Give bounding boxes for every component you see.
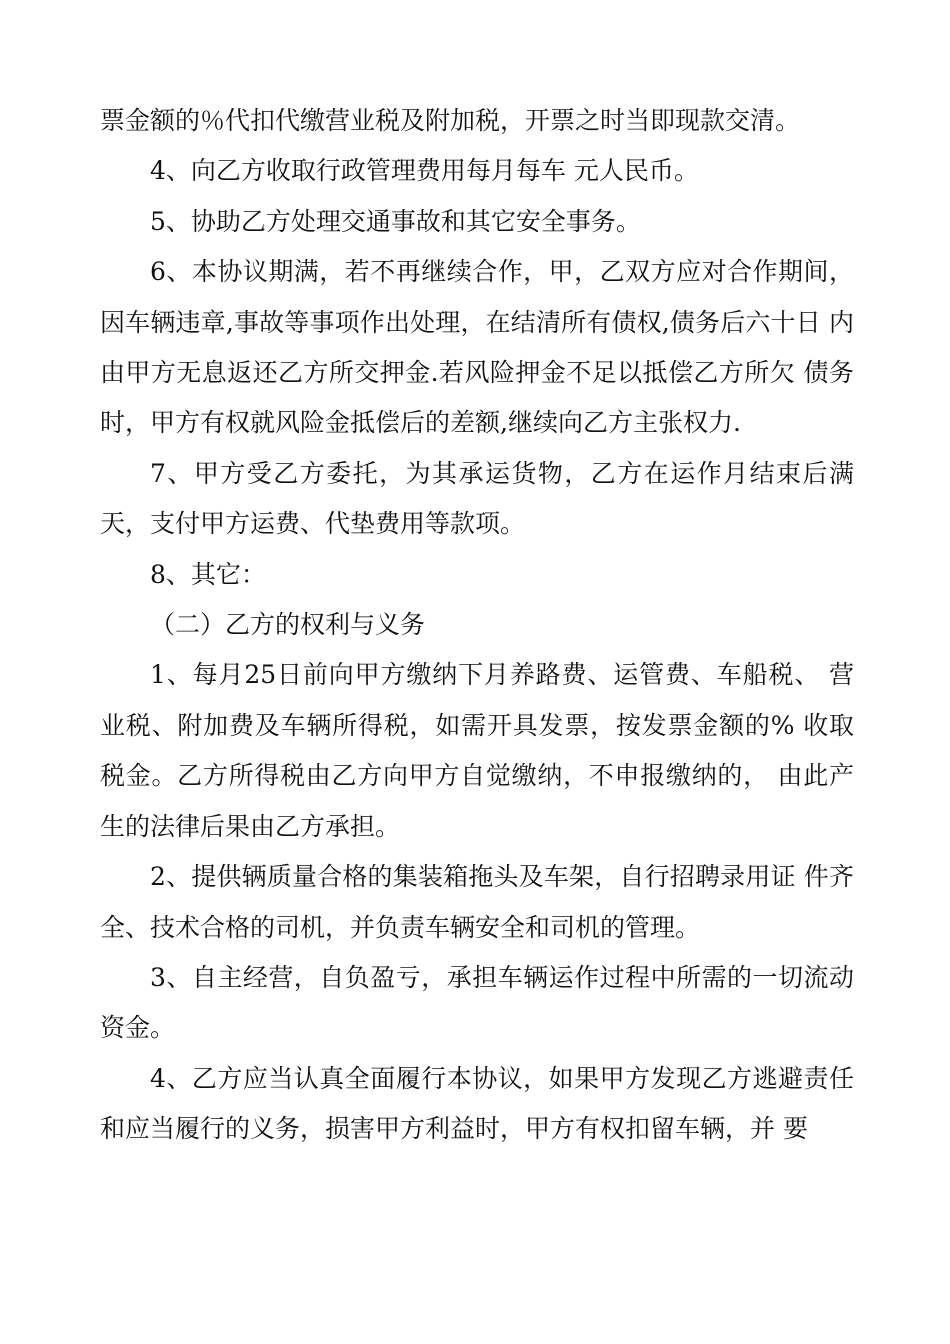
paragraph-continuation-tax: 票金额的％代扣代缴营业税及附加税，开票之时当即现款交清。 bbox=[100, 106, 801, 135]
document-body bbox=[100, 96, 854, 1155]
paragraph-monthly-fees: 1、每月25日前向甲方缴纳下月养路费、运管费、车船税、 营业税、附加费及车辆所得税，如需开具发票，按发票金额的% 收取税金。乙方所得税由乙方向甲方自觉缴纳，不申报缴纳的， 由此产生的法律后果由乙方承担。 bbox=[100, 660, 854, 841]
paragraph-agreement-expiry: 6、本协议期满，若不再继续合作，甲，乙双方应对合作期间， 因车辆违章,事故等事项作出处理，在结清所有债权,债务后六十日 内由甲方无息返还乙方所交押金.若风险押金不足以抵偿乙方所欠 债务时，甲方有权就风险金抵偿后的差额,继续向乙方主张权力. bbox=[100, 257, 854, 438]
section-heading-party-b: （二）乙方的权利与义务 bbox=[150, 610, 426, 640]
paragraph-accident-assistance: 5、协助乙方处理交通事故和其它安全事务。 bbox=[150, 206, 641, 236]
paragraph-admin-fee: 4、向乙方收取行政管理费用每月每车 元人民币。 bbox=[150, 156, 699, 186]
paragraph-freight-payment: 7、甲方受乙方委托，为其承运货物，乙方在运作月结束后满天，支付甲方运费、代垫费用等款项。 bbox=[100, 458, 854, 539]
paragraph-self-operation: 3、自主经营，自负盈亏，承担车辆运作过程中所需的一切流动资金。 bbox=[100, 962, 854, 1043]
paragraph-other: 8、其它： bbox=[150, 559, 266, 589]
paragraph-obligations: 4、乙方应当认真全面履行本协议，如果甲方发现乙方逃避责任和应当履行的义务，损害甲方利益时，甲方有权扣留车辆，并 要 bbox=[100, 1063, 854, 1144]
paragraph-vehicle-provision: 2、提供辆质量合格的集装箱拖头及车架，自行招聘录用证 件齐全、技术合格的司机，并负责车辆安全和司机的管理。 bbox=[100, 862, 854, 942]
